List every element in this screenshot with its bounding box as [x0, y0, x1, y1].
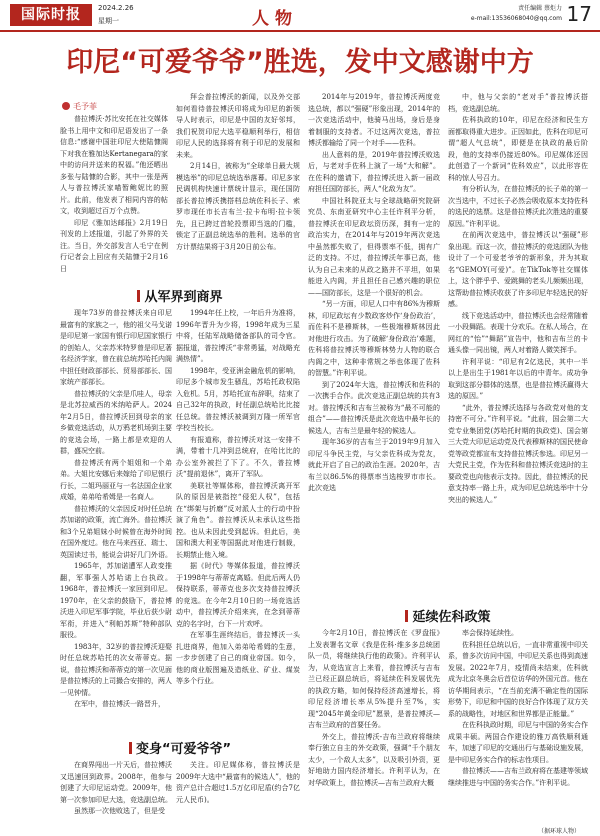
section-title: 人物	[252, 9, 298, 29]
byline	[62, 101, 97, 112]
editor-email: e-mail:13536068040@qq.com	[470, 15, 562, 22]
article-column-1	[60, 114, 168, 273]
paragraph: 在前两次竞选中，普拉博沃以“强硬”形象出现。而这一次，普拉博沃的竞选团队为他设计了一个可爱老爷爷的新形象，并为其取名“GEMOY(可爱)”。在TikTok等社交媒体上，这个胖乎乎、爱跳舞的老头儿频频出现，这帮助普拉博沃收获了许多印尼年轻选民的好感。	[448, 231, 588, 308]
paragraph: 线下竞选活动中，普拉博沃也会经常随着一小段舞蹈。表现十分欢乐。在私人场合，在网红的“怡”“舞蹈”宣告中，他和吉布兰的卡通头像一同出镜，两人对着路人微笑挥手。	[448, 311, 588, 354]
paragraph: 佐科担任总统以后，一直非常重视中印关系，曾多次访问中国，中印尼关系也得到高速发展。2022年7月，疫情尚未结束，佐科就成为北京冬奥会后首位访华的外国元首。他在访华期间表示，“在当前充满不确定性的国际形势下，印尼和中国的良好合作体现了双方关系的战略性，对地区和世界都是正能量。”	[448, 640, 588, 718]
paragraph: 率会保持延续性。	[462, 629, 518, 637]
article-column-5	[60, 760, 172, 832]
paragraph: 1998年，受亚洲金融危机的影响，印尼多个城市发生骚乱，苏哈托政权陷入危机。5月，苏哈托宣布辞职，结束了自己32年的执政，时任副总统哈比比接任总统。普拉博沃被调到万隆一所军官学校当校长。	[176, 366, 300, 432]
editor-line: 责任编辑 蔡炬力	[518, 5, 562, 12]
article-column-2	[176, 92, 300, 268]
paragraph: 有报道称，普拉博沃对这一安排不满，带着十几冲到总统府，在哈比比的办公室外被拦了下了。不久，普拉博沃“提前退休”，离开了军队。	[176, 435, 300, 478]
subheading-military-to-business: 从军界到商界	[60, 286, 300, 305]
article-column-3	[60, 308, 172, 728]
paragraph: 拜会普拉博沃的新闻，以及外交部如何看待普拉博沃印将成为印尼的新领导人时表示，印尼是中国的友好邻邦，我们祝贺印尼大选平稳顺利举行，相信印尼人民的选择将有利于印尼的发展和未来。	[176, 93, 300, 159]
paragraph: 普拉博沃——吉布兰政府将在基建等领域继续推进与中国的务实合作。”许利平说。	[448, 767, 588, 787]
issue-date: 2024.2.26	[98, 4, 134, 12]
article-column-4	[176, 308, 300, 728]
paragraph: 今年2月10日，普拉博沃在《罗盘报》上发表署名文章《我是佐科·维多多总统团队一员，将继续执行他的政策》。许利平认为，从竞选宣言上来看，普拉博沃与吉布兰已经正副总统后，将延续佐科发展优先的执政方略，如何保持经济高速增长，将印尼经济增长率从5%提升至7%，实现“2045年黄金印尼”愿景，是普拉博沃—吉布兰政府的首要任务。	[308, 629, 440, 729]
paragraph: “另一方面，印尼人口中有86%为穆斯林，印尼政坛有少数政客炒作‘身份政治’，而佐科不是穆斯林，一些极端穆斯林因此对他进行攻击。为了破解‘身份政治’难题，佐科将普拉博沃等穆斯林势力人物的联合内阁之中，这种非常规之举也体现了佐科的智慧。”许利平说。	[308, 300, 440, 377]
subheading-continue-jokowi-policy: 延续佐科政策	[308, 606, 588, 625]
paragraph: 中，他与父亲的“老对手”普拉博沃搭档，竞选副总统。	[448, 93, 588, 113]
paragraph: 佐科执政的10年，印尼在经济和民生方面都取得重大进步。正因如此，佐科在印尼可谓“超人气总统”，即便是在执政的最后阶段，他的支持率仍接近80%。印尼媒体还因此创造了一个新词“佐科效应”，以此形容佐科的惊人号召力。	[448, 116, 588, 182]
paragraph: 1983年，32岁的普拉博沃迎娶时任总统苏哈托的次女蒂蒂克。据说，普拉博沃和蒂蒂克的第一次见面是普拉博沃的上司撮合安排的，两人一见钟情。	[60, 642, 172, 697]
paragraph: 1994年任上校，一年后升为准将，1996年晋升为少将，1998年成为三星中将，任陆军战略储备部队的司令官。据报道，普拉博沃“非常勇猛，对战略充满热情”。	[176, 309, 300, 363]
paragraph: 虽然那一次他败选了，但是受	[74, 807, 165, 815]
paragraph: 普拉博沃·苏比安托在社交媒体脸书上用中文和印尼语发出了一条信息:“感谢中国驻印尼大使陆慷阁下对我在雅加达Kertanegara的家中的访问并送来的祝福。”他还晒出多张与陆慷的合影，其中一张是两人与普拉博沃家喵暂鲍妮比的照片。此前，他发表了相同内容的帖文，收到超过百万个点赞。	[60, 115, 168, 215]
paragraph: 在军中，普拉博沃一路晋升，	[74, 700, 165, 708]
sign-off: （据环球人物）	[538, 828, 581, 835]
page-number: 17	[566, 2, 592, 26]
paragraph: 据《时代》等媒体报道，普拉博沃于1998年与蒂蒂克离婚。但此后两人仍保持联系，蒂蒂克也多次支持普拉博沃的竞选。在今年2月10日的一场竞选活动中，普拉博沃介绍来宾，在念到蒂蒂克的名字时，台下一片欢呼。	[176, 562, 300, 628]
byline-author: 毛予菲	[73, 102, 97, 111]
paragraph: 现年36岁的吉布兰于2019年9月加入印尼斗争民主党，与父亲佐科成为党友，就此开启了自己的政治生涯。2020年，吉布兰以86.5%的得票率当选梭罗市市长。此次竞选	[308, 438, 440, 492]
subheading-bar	[129, 742, 132, 754]
article-column-7	[308, 92, 440, 624]
paragraph: 普拉博沃的父亲因反对时任总统苏加诺的政策，流亡海外。普拉博沃和3个兄弟姐妹小时候曾在海外时间在国外度过。他在马来西亚、瑞士、英国读过书，能说会讲好几门外语。	[60, 504, 172, 559]
paragraph: 在商界闯出一片天后，普拉博沃又迅速回到政界。2008年，他参与创建了大印尼运动党。2009年，他第一次参加印尼大选，竞选副总统。	[60, 761, 172, 804]
newspaper-logo: 国际时报	[10, 4, 92, 26]
paragraph: 印尼《雅加达邮报》2月19日刊发的上述报道，引起了外界的关注。当日，外交部发言人毛宁在例行记者会上回应有关陆慷于2月16日	[60, 218, 168, 273]
paragraph: 普拉博沃的父亲是爪哇人，母亲是北苏拉威西的米纳哈萨人。2024年2月5日，普拉博沃回到母亲的家乡做竞选活动，从万鸦老机场到主要的竞选会场，一路上都是欢迎的人群，盛况空前。	[60, 389, 172, 455]
article-column-8	[448, 92, 588, 624]
paragraph: 关注。印尼媒体称，普拉博沃是2009年大选中“最富有的候选人”，他的资产总计合超过1.5万亿印尼盾(约合7亿元人民币)。	[176, 761, 300, 804]
subheading-bar	[405, 610, 408, 622]
subheading-cute-grandpa: 变身“可爱爷爷”	[60, 738, 300, 757]
byline-marker-icon	[62, 102, 70, 110]
subheading-bar	[137, 290, 140, 302]
paragraph: 在佐科执政时期，印尼与中国的务实合作成果丰硕。两国合作建设的雅万高铁顺利通车，加速了印尼的交通出行与基础设施发展，是中印尼务实合作的标志性项目。	[448, 721, 588, 764]
paragraph: 2014年与2019年，普拉博沃两度竞选总统，都以“强硬”形象出现，2014年的一次竞选活动中，他骑马出场，身后是身着制服的支持者。不过这两次竞选，普拉博沃都输给了同一个对手——佐科。	[308, 93, 440, 147]
issue-weekday: 星期一	[98, 17, 119, 25]
paragraph: 中国社科院亚太与全球战略研究院研究员、东南亚研究中心主任许利平分析，普拉博沃在印尼政坛资历深，拥有一定的政治实力，在2014年与2019年两次竞选中虽然都失败了，但得票率不低，拥有广泛的支持。不过，普拉博沃年事已高，他认为自己未来的从政之路并不平坦，如果能进入内阁，并且担任自己感兴趣的职位——国防部长，这是一个很好的机会。	[308, 196, 440, 297]
paragraph: 许利平说：“印尼有2亿选民，其中一半以上是出生于1981年以后的中青年。成功争取到这部分群体的选票，也是普拉博沃赢得大选的原因。”	[448, 357, 588, 400]
paragraph: 到了2024年大选，普拉博沃和佐科的一次携手合作。此次竞选正副总统的共有3对。普拉博沃和吉布兰被称为“最不可能的组合”——普拉博沃是此次竞选中最年长的候选人，吉布兰是最年轻的候选人。	[308, 380, 440, 435]
article-column-9	[308, 628, 440, 834]
paragraph: 在军事生涯终结后，普拉博沃一头扎进商界，他加入弟弟哈希姆的生意，一步步创建了自己的商业帝国。如今，他的商业版图遍及造纸业、矿业、煤炭等多个行业。	[176, 631, 300, 685]
paragraph: 有分析认为，在普拉博沃的长子弟的第一次当选中，不过长子必然会吸收原本支持佐科的选民的选票。这是普拉博沃此次胜选的重要原因。”许利平说。	[448, 185, 588, 228]
paragraph: 1965年，苏加诺遭军人政变推翻，军事强人苏哈诺上台执政。1968年，普拉博沃一家回到印尼。1970年，在父亲的鼓励下，普拉博沃进入印尼军事学院，毕业后获少尉军衔，并进入“利帕苏斯”特种部队服役。	[60, 562, 172, 639]
headline: 印尼“可爱爷爷”胜选，发中文感谢中方	[66, 47, 534, 78]
masthead	[0, 0, 600, 32]
article-column-6	[176, 760, 300, 832]
paragraph: 现年73岁的普拉博沃来自印尼最富有的家族之一，他的祖父马戈诺是印尼第一家国有银行印尼国家银行的创始人，父亲苏米特罗曾是印尼著名经济学家，曾在前总统苏哈托内阁中担任财政部部长、贸易部部长、国家统产部部长。	[60, 309, 172, 386]
paragraph: “此外，普拉博沃选择与各政党对他的支持密不可分。”许利平说。“此前，国会第二大党专业集团党(苏哈托时期的执政党)、国会第三大党大印尼运动党及代表穆斯林的国民使命党等政党都宣布支持普拉博沃参选。印尼另一大党民主党，作为佐科和普拉博沃竞选时的主要政党也向他表示支持。因此，普拉博沃的民意支持率一路上升，成为印尼总统选举中十分突出的候选人。”	[448, 403, 588, 504]
paragraph: 外交上，普拉博沃-吉布兰政府将继续奉行独立自主的外交政策，强调“千个朋友太少，一个敌人太多”，以及吸引外资，更好地助力国内经济增长。许利平认为，在对华政策上，普拉博沃—吉布兰政府大概	[308, 732, 440, 787]
paragraph: 普拉博沃有两个姐姐和一个弟弟。大姐比安娜后来嫁给了印尼银行行长，二姐玛丽亚与一名法国企业家成婚，弟弟哈希姆是一名商人。	[60, 458, 172, 501]
paragraph: 2月14日，被称为“全球单日最大规模选举”的印尼总统选举落幕。印尼多家民调机构快速计票统计显示，现任国防部长普拉博沃携搭档总统佐科长子、索罗市现任市长吉布兰·拉卡布明·拉卡领先，且已跨过首轮投票即当选的门槛，锁定了正副总统选举的胜利。选举的官方计票结果将于3月20日前公布。	[176, 162, 300, 251]
paragraph: 出人意料的是，2019年普拉博沃败选后，与老对手佐科上演了一场“大和解”。在佐科的邀请下，普拉博沃进入新一届政府担任国防部长，两人“化敌为友”。	[308, 150, 440, 193]
paragraph: 美联社等媒体称，普拉博沃离开军队的原因是被指控“侵犯人权”，包括在“绑架与折磨”反对派人士的行动中扮演了角色”。普拉博沃从未承认这些指控。也从未因此受到起诉。但此后，美国和澳大利亚等国据此对他进行制裁，长期禁止他入境。	[176, 481, 300, 559]
article-column-10	[448, 628, 588, 824]
